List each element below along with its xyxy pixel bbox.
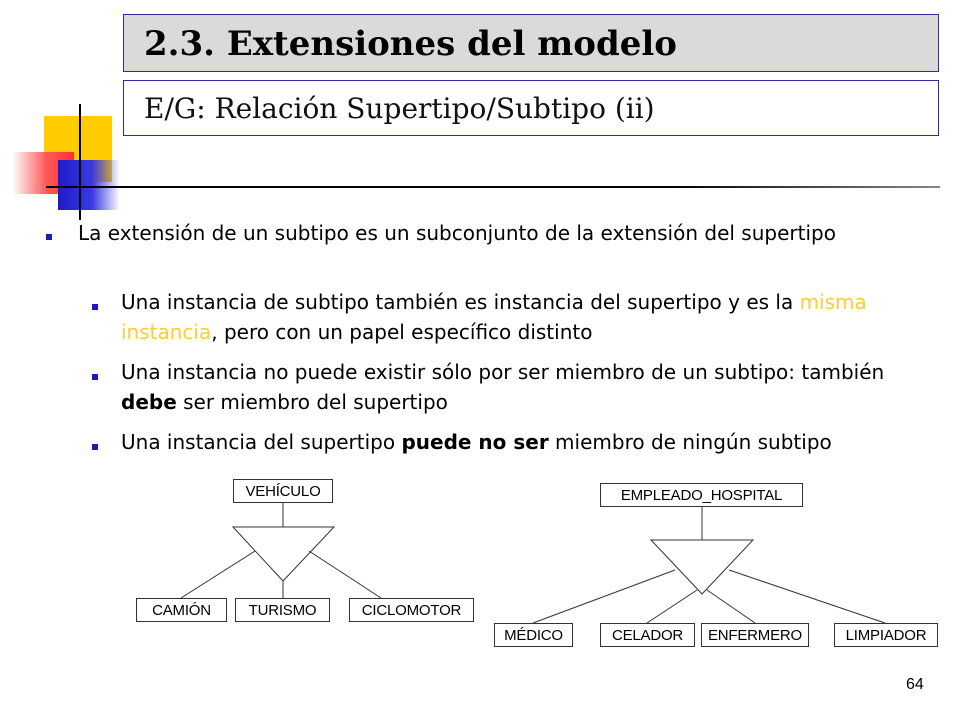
- bullet-square-icon: [92, 304, 98, 310]
- entity-ciclomotor: CICLOMOTOR: [349, 598, 474, 622]
- right-connector-limpiador: [729, 570, 885, 623]
- bullet-same-instance: [121, 287, 921, 347]
- bullet-must-be-member: [121, 357, 921, 417]
- bullet-text-before: Una instancia de subtipo también es instancia del supertipo y es la: [121, 290, 800, 314]
- bullet-text: La extensión de un subtipo es un subconjunto de la extensión del supertipo: [78, 221, 836, 245]
- entity-camion: CAMIÓN: [136, 598, 227, 622]
- bullet-extension-subset: [78, 218, 898, 248]
- bullet-text-after: ser miembro del supertipo: [176, 390, 448, 414]
- entity-empleado-hospital: EMPLEADO_HOSPITAL: [600, 483, 803, 507]
- bullet-text-before: Una instancia del supertipo: [121, 430, 402, 454]
- bullet-text-after: miembro de ningún subtipo: [548, 430, 832, 454]
- title-divider-line: [46, 186, 940, 188]
- slide-subtitle: E/G: Relación Supertipo/Subtipo (ii): [123, 80, 939, 136]
- entity-turismo: TURISMO: [235, 598, 330, 622]
- entity-limpiador: LIMPIADOR: [834, 623, 938, 647]
- bullet-square-icon: [92, 444, 98, 450]
- bullet-bold: debe: [121, 390, 177, 414]
- right-connector-medico: [533, 570, 675, 623]
- logo-blue-square: [58, 160, 120, 210]
- slide-title: 2.3. Extensiones del modelo: [123, 14, 939, 72]
- bullet-text-after: , pero con un papel específico distinto: [211, 320, 593, 344]
- logo-vertical-line: [79, 104, 81, 220]
- entity-medico: MÉDICO: [494, 623, 573, 647]
- bullet-square-icon: [46, 234, 52, 240]
- right-hierarchy-triangle: [651, 540, 753, 594]
- bullet-may-not-be-member: [121, 427, 921, 457]
- left-connector-camion: [181, 551, 255, 598]
- bullet-highlight: misma instancia: [121, 290, 867, 344]
- right-connector-celador: [647, 590, 697, 623]
- bullet-text-before: Una instancia no puede existir sólo por ser miembro de un subtipo: también: [121, 360, 885, 384]
- right-connector-enfermero: [707, 590, 755, 623]
- page-number: 64: [906, 676, 924, 693]
- left-connector-ciclomotor: [309, 551, 381, 598]
- entity-celador: CELADOR: [600, 623, 695, 647]
- bullet-bold: puede no ser: [401, 430, 549, 454]
- entity-vehiculo: VEHÍCULO: [233, 479, 333, 503]
- left-hierarchy-triangle: [233, 527, 334, 581]
- entity-enfermero: ENFERMERO: [701, 623, 809, 647]
- bullet-square-icon: [92, 374, 98, 380]
